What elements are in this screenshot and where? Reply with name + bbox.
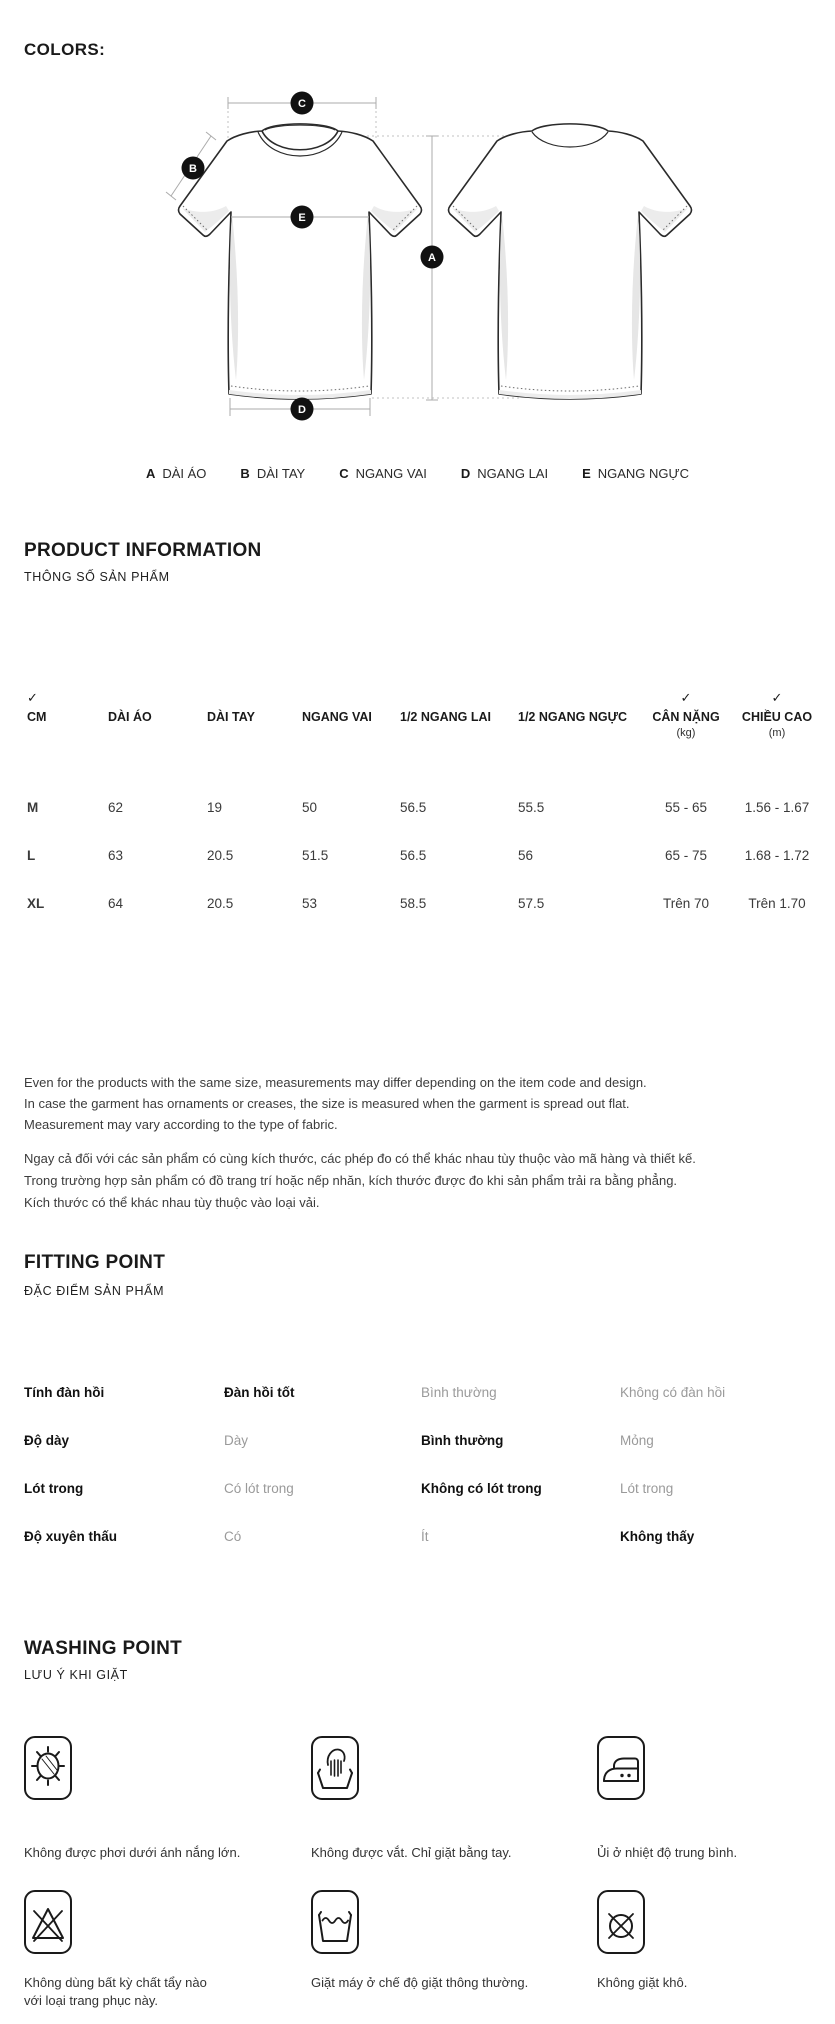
fitting-point-subtitle: ĐẶC ĐIỂM SẢN PHẨM xyxy=(24,1284,165,1298)
unit-m: (m) xyxy=(768,727,786,739)
legend-item-e: E NGANG NGỰC xyxy=(582,466,690,481)
note-line: Even for the products with the same size, measurements may differ depending on the item code and design. xyxy=(24,1075,647,1090)
size-table-header xyxy=(27,690,822,741)
washing-item xyxy=(24,1862,311,2010)
fitting-option: Mỏng xyxy=(620,1432,654,1448)
tshirt-back xyxy=(449,124,692,399)
legend-item-c: C NGANG VAI xyxy=(339,466,427,481)
column-header-dai-ao: DÀI ÁO xyxy=(108,710,152,724)
column-header-ngang-nguc: 1/2 NGANG NGỰC xyxy=(518,710,627,724)
no-dry-clean-icon xyxy=(597,1890,645,1954)
washing-point-subtitle: LƯU Ý KHI GIẶT xyxy=(24,1668,128,1682)
fitting-row-transparency: Độ xuyên thấu Có Ít Không thấy xyxy=(24,1512,814,1560)
washing-caption: Không được phơi dưới ánh nắng lớn. xyxy=(24,1845,241,1860)
fitting-point-table xyxy=(24,1368,814,1560)
colors-heading: COLORS: xyxy=(24,40,106,59)
size-table xyxy=(27,690,822,943)
washing-caption: Không giặt khô. xyxy=(597,1975,688,1990)
product-information-title: PRODUCT INFORMATION xyxy=(24,540,262,561)
note-line: In case the garment has ornaments or creases, the size is measured when the garment is spread out flat. xyxy=(24,1096,630,1111)
column-header-can-nang: ✓ CÂN NẶNG (kg) xyxy=(640,690,732,741)
fitting-option: Đàn hồi tốt xyxy=(224,1384,295,1400)
washing-item xyxy=(24,1736,311,1862)
marker-c-badge xyxy=(291,92,314,115)
product-information-subtitle: THÔNG SỐ SẢN PHẨM xyxy=(24,570,170,584)
table-row-l: L 63 20.5 51.5 56.5 56 65 - 75 1.68 - 1.72 xyxy=(27,848,810,863)
washing-caption: Không dùng bất kỳ chất tẩy nào với loại trang phục này. xyxy=(24,1975,207,2008)
fitting-row-lining: Lót trong Có lót trong Không có lót trong Lót trong xyxy=(24,1464,814,1512)
washing-caption: Ủi ở nhiệt độ trung bình. xyxy=(597,1845,738,1860)
fitting-option: Bình thường xyxy=(421,1384,497,1400)
unit-kg: (kg) xyxy=(676,727,696,739)
washing-caption: Không được vắt. Chỉ giặt bằng tay. xyxy=(311,1845,512,1860)
washing-point-title: WASHING POINT xyxy=(24,1638,183,1659)
no-sunlight-icon xyxy=(24,1736,72,1800)
table-row-xl: XL 64 20.5 53 58.5 57.5 Trên 70 Trên 1.70 xyxy=(27,896,806,911)
fitting-option: Bình thường xyxy=(421,1432,504,1448)
washing-item xyxy=(597,1862,814,2010)
column-header-ngang-vai: NGANG VAI xyxy=(302,710,372,724)
tshirt-measurement-svg xyxy=(0,66,835,430)
iron-medium-icon xyxy=(597,1736,645,1800)
marker-d-badge xyxy=(291,398,314,421)
fitting-option: Ít xyxy=(421,1528,429,1544)
fitting-point-title: FITTING POINT xyxy=(24,1252,166,1273)
washing-item xyxy=(597,1736,814,1862)
no-bleach-icon xyxy=(24,1890,72,1954)
fitting-option: Có lót trong xyxy=(224,1480,294,1496)
fitting-option: Dày xyxy=(224,1432,249,1448)
svg-text:C: C xyxy=(298,98,306,110)
marker-a-badge xyxy=(421,246,444,269)
size-table-body xyxy=(27,799,822,943)
legend-item-b: B DÀI TAY xyxy=(240,466,306,481)
svg-text:D: D xyxy=(298,404,306,416)
column-header-chieu-cao: ✓ CHIỀU CAO (m) xyxy=(732,690,822,741)
legend-item-a: A DÀI ÁO xyxy=(145,466,207,481)
size-diagram xyxy=(0,66,835,430)
legend-item-d: D NGANG LAI xyxy=(460,466,549,481)
column-header-cm: ✓ CM xyxy=(27,690,108,741)
fitting-option: Lót trong xyxy=(620,1480,674,1496)
column-header-ngang-lai: 1/2 NGANG LAI xyxy=(400,710,491,724)
table-row-m: M 62 19 50 56.5 55.5 55 - 65 1.56 - 1.67 xyxy=(27,800,810,815)
washing-item xyxy=(311,1736,597,1862)
measurement-legend xyxy=(0,466,835,481)
fitting-option: Có xyxy=(224,1528,242,1544)
svg-text:B: B xyxy=(189,163,197,175)
note-line: Measurement may vary according to the type of fabric. xyxy=(24,1117,338,1132)
machine-wash-icon xyxy=(311,1890,359,1954)
fitting-row-elasticity: Tính đàn hồi Đàn hồi tốt Bình thường Không có đàn hồi xyxy=(24,1368,814,1416)
measurement-notes-english xyxy=(24,1072,647,1135)
note-line: Kích thước có thể khác nhau tùy thuộc vào loại vải. xyxy=(24,1195,320,1210)
fitting-option: Không có lót trong xyxy=(421,1480,542,1496)
column-header-dai-tay: DÀI TAY xyxy=(207,710,255,724)
marker-b-badge xyxy=(182,157,205,180)
hand-wash-icon xyxy=(311,1736,359,1800)
note-line: Ngay cả đối với các sản phẩm có cùng kích thước, các phép đo có thể khác nhau tùy thuộc vào mã hàng và thiết kế. xyxy=(24,1151,696,1166)
fitting-option: Không có đàn hồi xyxy=(620,1384,726,1400)
fitting-row-thickness: Độ dày Dày Bình thường Mỏng xyxy=(24,1416,814,1464)
washing-item xyxy=(311,1862,597,2010)
svg-text:E: E xyxy=(298,212,306,224)
note-line: Trong trường hợp sản phẩm có đồ trang trí hoặc nếp nhăn, kích thước được đo khi sản phẩm trải ra bằng phẳng. xyxy=(24,1173,678,1188)
marker-e-badge xyxy=(291,206,314,229)
svg-text:A: A xyxy=(428,252,436,264)
tshirt-front xyxy=(179,124,422,399)
check-icon: ✓ xyxy=(680,690,692,705)
washing-point-grid xyxy=(24,1736,814,2010)
check-icon: ✓ xyxy=(27,690,38,705)
check-icon: ✓ xyxy=(771,690,783,705)
measurement-notes-vietnamese xyxy=(24,1148,696,1214)
washing-caption: Giặt máy ở chế độ giặt thông thường. xyxy=(311,1975,529,1990)
fitting-option: Không thấy xyxy=(620,1528,695,1544)
